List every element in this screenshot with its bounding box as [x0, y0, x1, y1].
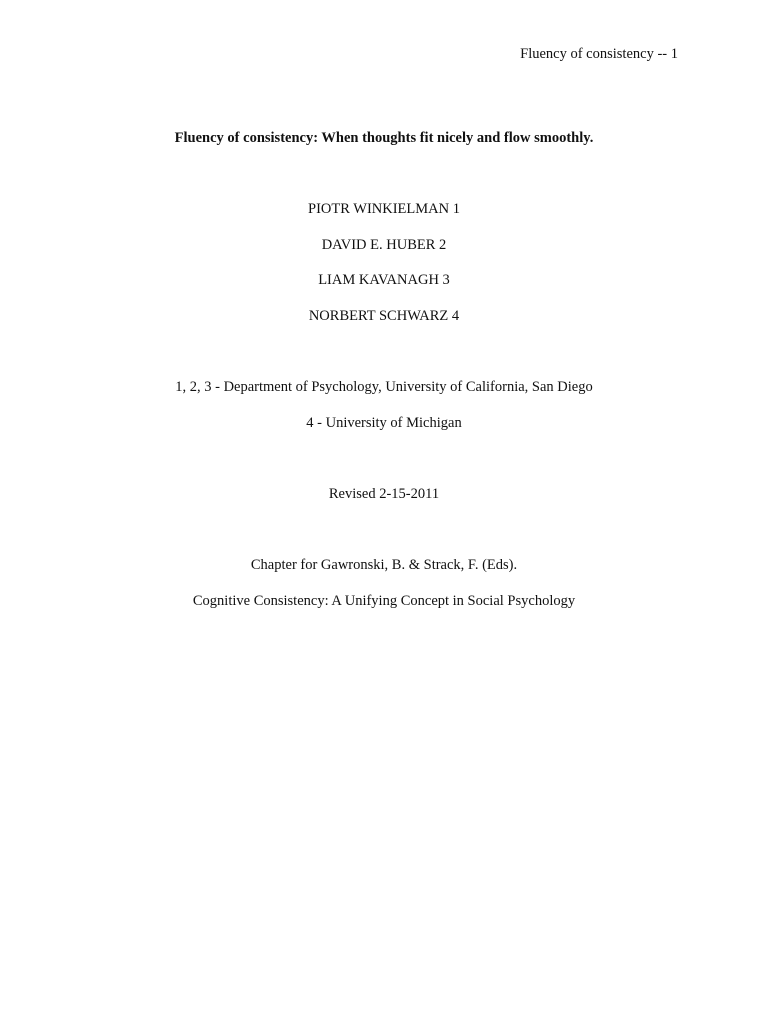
revision-date: Revised 2-15-2011: [328, 486, 440, 502]
author-name: DAVID E. HUBER 2: [321, 237, 447, 253]
affiliation: 4 - University of Michigan: [306, 415, 462, 431]
affiliation: 1, 2, 3 - Department of Psychology, University of California, San Diego: [175, 379, 593, 395]
author-name: LIAM KAVANAGH 3: [318, 272, 450, 288]
paper-title: Fluency of consistency: When thoughts fit nicely and flow smoothly.: [174, 130, 594, 146]
running-head: Fluency of consistency -- 1: [520, 46, 678, 62]
chapter-note: Chapter for Gawronski, B. & Strack, F. (Eds).: [250, 557, 518, 573]
author-name: PIOTR WINKIELMAN 1: [308, 201, 460, 217]
book-title: Cognitive Consistency: A Unifying Concept in Social Psychology: [192, 593, 576, 609]
author-name: NORBERT SCHWARZ 4: [308, 308, 460, 324]
